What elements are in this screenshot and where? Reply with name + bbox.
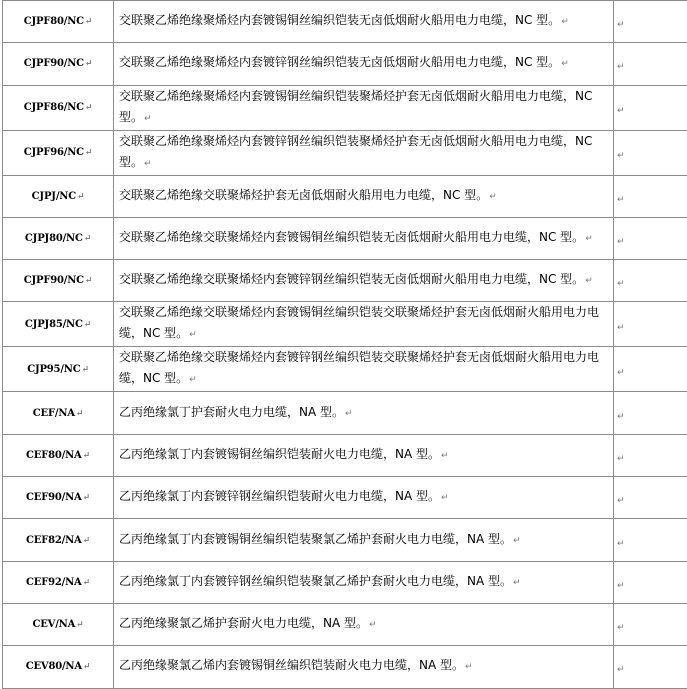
model-code: CEF82/NA: [26, 535, 82, 546]
table-row: [3, 392, 687, 434]
paragraph-mark-icon: ↵: [77, 192, 84, 202]
description-cell: [114, 217, 614, 259]
paragraph-mark-icon: ↵: [441, 493, 449, 503]
paragraph-mark-icon: ↵: [465, 662, 473, 672]
table-row: [3, 260, 687, 302]
table-row: [3, 603, 687, 645]
paragraph-mark-icon: ↵: [617, 665, 625, 675]
model-code: CJPJ/NC: [32, 191, 76, 202]
paragraph-mark-icon: ↵: [369, 620, 377, 630]
description-cell: [114, 646, 614, 688]
model-code: CJP95/NC: [27, 364, 80, 375]
description-cell: [114, 477, 614, 519]
paragraph-mark-icon: ↵: [617, 581, 625, 591]
model-code: CJPF90/NC: [24, 58, 84, 69]
paragraph-mark-icon: ↵: [617, 539, 625, 549]
description-text: 乙丙绝缘氯丁内套镀锌钢丝编织铠装聚氯乙烯护套耐火电力电缆，NA 型。: [119, 574, 512, 588]
table-row: [3, 43, 687, 85]
paragraph-mark-icon: ↵: [617, 151, 625, 161]
paragraph-mark-icon: ↵: [617, 623, 625, 633]
description-cell: [114, 561, 614, 603]
paragraph-mark-icon: ↵: [76, 409, 83, 419]
paragraph-mark-icon: ↵: [585, 276, 593, 286]
description-cell: [114, 175, 614, 217]
table-row: [3, 646, 687, 688]
empty-cell: [614, 392, 687, 434]
paragraph-mark-icon: ↵: [617, 412, 625, 422]
paragraph-mark-icon: ↵: [83, 662, 90, 672]
paragraph-mark-icon: ↵: [617, 62, 625, 72]
paragraph-mark-icon: ↵: [617, 496, 625, 506]
paragraph-mark-icon: ↵: [617, 323, 625, 333]
empty-cell: [614, 477, 687, 519]
description-cell: [114, 347, 614, 392]
model-code: CEF/NA: [33, 408, 75, 419]
description-text: 交联聚乙烯绝缘交联聚烯烃内套镀锡铜丝编织铠装无卤低烟耐火船用电力电缆，NC 型。: [119, 230, 584, 244]
description-text: 乙丙绝缘聚氯乙烯内套镀锡铜丝编织铠装耐火电力电缆，NA 型。: [119, 658, 464, 672]
paragraph-mark-icon: ↵: [513, 536, 521, 546]
description-cell: [114, 302, 614, 347]
empty-cell: [614, 130, 687, 175]
paragraph-mark-icon: ↵: [617, 237, 625, 247]
paragraph-mark-icon: ↵: [617, 195, 625, 205]
table-row: [3, 347, 687, 392]
model-cell: [3, 130, 114, 175]
table-row: [3, 130, 687, 175]
paragraph-mark-icon: ↵: [513, 578, 521, 588]
paragraph-mark-icon: ↵: [81, 365, 88, 375]
model-cell: [3, 603, 114, 645]
model-cell: [3, 175, 114, 217]
description-text: 乙丙绝缘聚氯乙烯护套耐火电力电缆，NA 型。: [119, 616, 368, 630]
model-cell: [3, 646, 114, 688]
empty-cell: [614, 347, 687, 392]
description-cell: [114, 43, 614, 85]
model-code: CEF80/NA: [26, 450, 82, 461]
paragraph-mark-icon: ↵: [617, 368, 625, 378]
paragraph-mark-icon: ↵: [489, 192, 497, 202]
table-body: [3, 1, 687, 689]
model-code: CJPJ85/NC: [25, 319, 83, 330]
description-text: 交联聚乙烯绝缘交联聚烯烃内套镀锌钢丝编织铠装交联聚烯烃护套无卤低烟耐火船用电力电缆，NC 型。: [119, 350, 599, 385]
model-cell: [3, 347, 114, 392]
paragraph-mark-icon: ↵: [76, 620, 83, 630]
description-cell: [114, 130, 614, 175]
model-code: CEF92/NA: [26, 577, 82, 588]
empty-cell: [614, 85, 687, 130]
paragraph-mark-icon: ↵: [345, 409, 353, 419]
empty-cell: [614, 43, 687, 85]
empty-cell: [614, 217, 687, 259]
paragraph-mark-icon: ↵: [585, 234, 593, 244]
paragraph-mark-icon: ↵: [83, 451, 90, 461]
description-text: 交联聚乙烯绝缘聚烯烃内套镀锡铜丝编织铠装聚烯烃护套无卤低烟耐火船用电力电缆，NC 型。: [119, 89, 592, 124]
model-cell: [3, 561, 114, 603]
paragraph-mark-icon: ↵: [561, 17, 569, 27]
model-code: CJPF80/NC: [24, 16, 84, 27]
paragraph-mark-icon: ↵: [561, 59, 569, 69]
empty-cell: [614, 260, 687, 302]
table-row: [3, 217, 687, 259]
description-text: 交联聚乙烯绝缘聚烯烃内套镀锌钢丝编织铠装聚烯烃护套无卤低烟耐火船用电力电缆，NC 型。: [119, 134, 592, 169]
description-text: 乙丙绝缘氯丁护套耐火电力电缆，NA 型。: [119, 405, 344, 419]
description-cell: [114, 392, 614, 434]
table-row: [3, 477, 687, 519]
paragraph-mark-icon: ↵: [144, 114, 152, 124]
paragraph-mark-icon: ↵: [617, 106, 625, 116]
description-text: 交联聚乙烯绝缘交联聚烯烃内套镀锌钢丝编织铠装无卤低烟耐火船用电力电缆，NC 型。: [119, 272, 584, 286]
model-cell: [3, 260, 114, 302]
model-cell: [3, 1, 114, 43]
paragraph-mark-icon: ↵: [85, 59, 92, 69]
model-cell: [3, 519, 114, 561]
model-cell: [3, 217, 114, 259]
model-cell: [3, 392, 114, 434]
empty-cell: [614, 302, 687, 347]
model-code: CEF90/NA: [26, 492, 82, 503]
model-code: CJPJ80/NC: [25, 233, 83, 244]
paragraph-mark-icon: ↵: [84, 234, 91, 244]
description-text: 交联聚乙烯绝缘聚烯烃内套镀锡铜丝编织铠装无卤低烟耐火船用电力电缆，NC 型。: [119, 13, 560, 27]
paragraph-mark-icon: ↵: [189, 330, 197, 340]
empty-cell: [614, 519, 687, 561]
description-cell: [114, 260, 614, 302]
paragraph-mark-icon: ↵: [83, 536, 90, 546]
empty-cell: [614, 603, 687, 645]
empty-cell: [614, 434, 687, 476]
model-code: CJPF86/NC: [24, 102, 84, 113]
description-text: 交联聚乙烯绝缘交联聚烯烃护套无卤低烟耐火船用电力电缆，NC 型。: [119, 188, 488, 202]
description-text: 乙丙绝缘氯丁内套镀锡铜丝编织铠装耐火电力电缆，NA 型。: [119, 447, 440, 461]
table-row: [3, 434, 687, 476]
description-cell: [114, 85, 614, 130]
paragraph-mark-icon: ↵: [189, 375, 197, 385]
paragraph-mark-icon: ↵: [85, 103, 92, 113]
paragraph-mark-icon: ↵: [144, 159, 152, 169]
model-code: CJPF96/NC: [24, 147, 84, 158]
model-code: CEV80/NA: [26, 661, 82, 672]
paragraph-mark-icon: ↵: [617, 279, 625, 289]
paragraph-mark-icon: ↵: [85, 148, 92, 158]
paragraph-mark-icon: ↵: [83, 578, 90, 588]
empty-cell: [614, 1, 687, 43]
model-cell: [3, 85, 114, 130]
paragraph-mark-icon: ↵: [441, 451, 449, 461]
empty-cell: [614, 175, 687, 217]
empty-cell: [614, 561, 687, 603]
table-row: [3, 302, 687, 347]
paragraph-mark-icon: ↵: [84, 320, 91, 330]
description-text: 乙丙绝缘氯丁内套镀锌钢丝编织铠装耐火电力电缆，NA 型。: [119, 489, 440, 503]
model-cell: [3, 477, 114, 519]
cable-model-table: [2, 0, 687, 689]
paragraph-mark-icon: ↵: [617, 20, 625, 30]
description-cell: [114, 1, 614, 43]
description-text: 交联聚乙烯绝缘交联聚烯烃内套镀锡铜丝编织铠装交联聚烯烃护套无卤低烟耐火船用电力电缆，NC 型。: [119, 305, 599, 340]
description-cell: [114, 603, 614, 645]
paragraph-mark-icon: ↵: [85, 17, 92, 27]
model-cell: [3, 43, 114, 85]
description-text: 交联聚乙烯绝缘聚烯烃内套镀锌钢丝编织铠装无卤低烟耐火船用电力电缆，NC 型。: [119, 55, 560, 69]
paragraph-mark-icon: ↵: [83, 493, 90, 503]
table-row: [3, 85, 687, 130]
table-row: [3, 519, 687, 561]
model-code: CJPF90/NC: [24, 275, 84, 286]
model-code: CEV/NA: [32, 619, 75, 630]
description-cell: [114, 519, 614, 561]
table-row: [3, 1, 687, 43]
empty-cell: [614, 646, 687, 688]
table-row: [3, 175, 687, 217]
description-text: 乙丙绝缘氯丁内套镀锡铜丝编织铠装聚氯乙烯护套耐火电力电缆，NA 型。: [119, 532, 512, 546]
description-cell: [114, 434, 614, 476]
model-cell: [3, 434, 114, 476]
paragraph-mark-icon: ↵: [617, 454, 625, 464]
table-row: [3, 561, 687, 603]
paragraph-mark-icon: ↵: [85, 276, 92, 286]
model-cell: [3, 302, 114, 347]
